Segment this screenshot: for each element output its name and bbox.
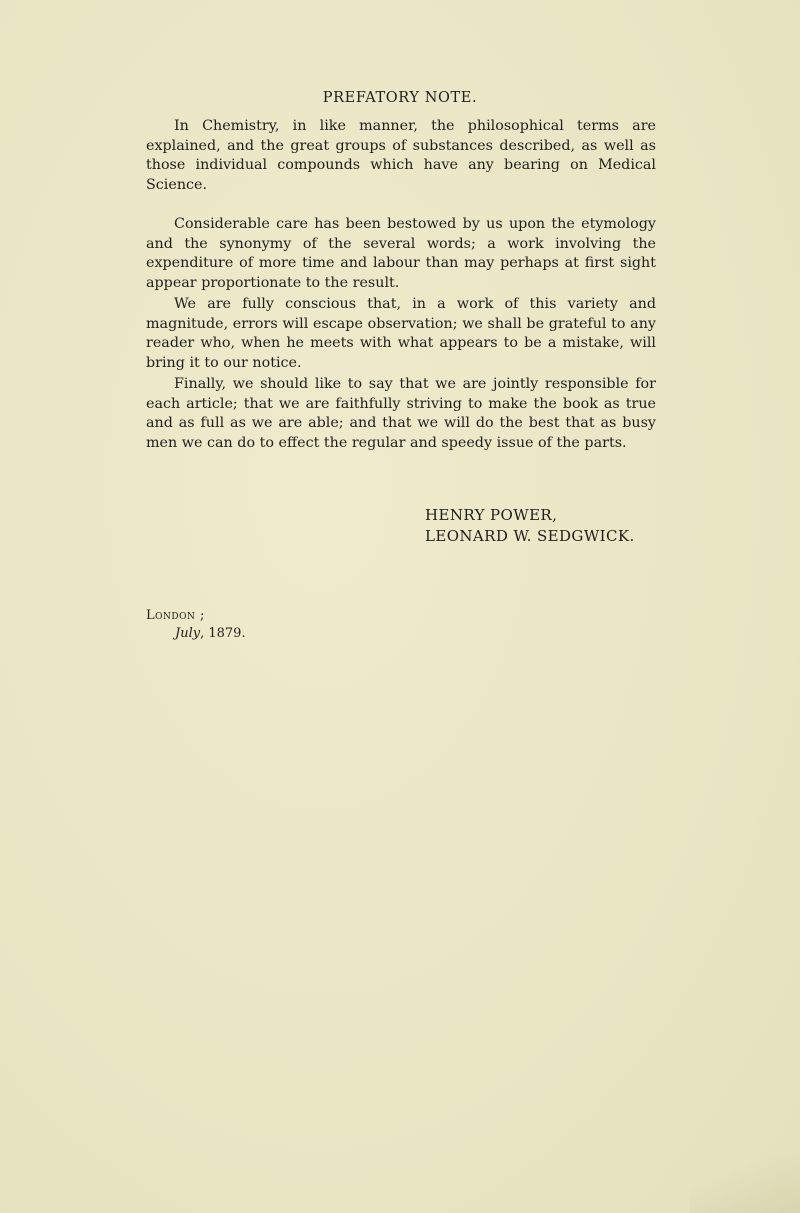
paragraph-1: In Chemistry, in like manner, the philosophical terms are explained, and the great groups of substances described, as well as those individual compounds which have any bearing on Medical Science. <box>146 118 656 194</box>
page-edge-shadow <box>690 1153 800 1213</box>
place-line: London ; <box>146 608 205 623</box>
paragraph-2: Considerable care has been bestowed by us upon the etymology and the synonymy of the several words; a work involving the expenditure of more time and labour than may perhaps at first sight appear proportionate to the result. <box>146 216 656 292</box>
paragraph-3: We are fully conscious that, in a work of this variety and magnitude, errors will escape observation; we shall be grateful to any reader who, when he meets with what appears to be a mistake, will bring it to our notice. <box>146 296 656 372</box>
date-line <box>175 626 246 641</box>
page-heading: PREFATORY NOTE. <box>322 90 478 106</box>
signature-author-1: HENRY POWER, <box>425 506 558 524</box>
date-month: July <box>175 626 201 641</box>
signature-author-2: LEONARD W. SEDGWICK. <box>425 527 635 545</box>
date-year: , 1879. <box>200 626 246 641</box>
paragraph-4: Finally, we should like to say that we are jointly responsible for each article; that we are faithfully striving to make the book as true and as full as we are able; and that we will do the best that as busy men we can do to effect the regular and speedy issue of the parts. <box>146 376 656 452</box>
